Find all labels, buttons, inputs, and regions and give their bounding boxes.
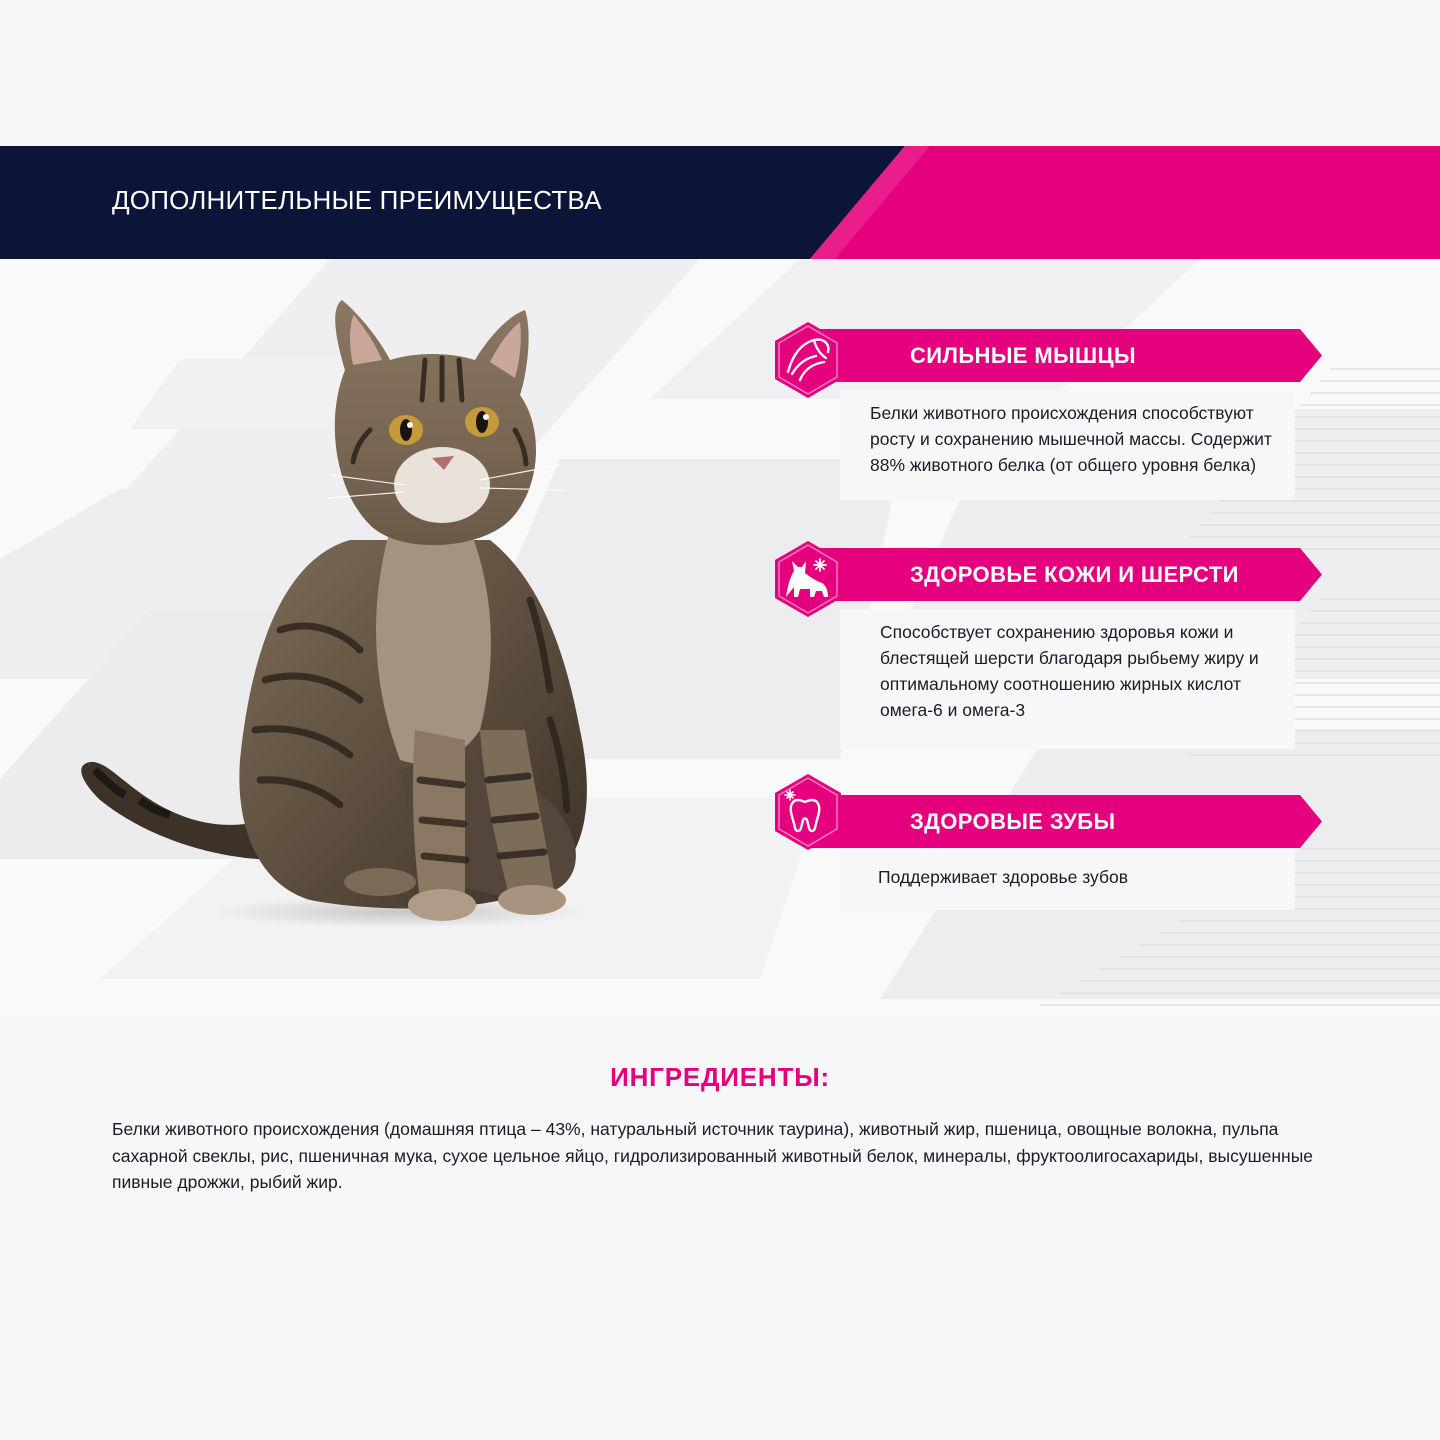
benefit-description: Способствует сохранению здоровья кожи и блестящей шерсти благодаря рыбьему жиру и оптимальному соотношению жирных кислот омега-6 и омега-3 bbox=[880, 622, 1259, 720]
benefit-teeth bbox=[770, 774, 1330, 914]
benefit-ribbon bbox=[810, 329, 1322, 382]
tooth-icon bbox=[770, 774, 846, 850]
cat-image bbox=[70, 300, 630, 940]
benefit-description: Поддерживает здоровье зубов bbox=[878, 867, 1129, 887]
benefit-description-box bbox=[840, 390, 1295, 500]
benefit-strong-muscles bbox=[770, 322, 1330, 502]
benefit-title: СИЛЬНЫЕ МЫШЦЫ bbox=[910, 343, 1136, 368]
benefit-description: Белки животного происхождения способствуют росту и сохранению мышечной массы. Содержит 88% животного белка (от общего уровня белка) bbox=[870, 403, 1272, 475]
benefit-ribbon bbox=[810, 548, 1322, 601]
benefit-title: ЗДОРОВЫЕ ЗУБЫ bbox=[910, 809, 1116, 834]
cat-coat-icon bbox=[770, 541, 846, 617]
muscle-icon bbox=[770, 322, 846, 398]
ingredients-title: ИНГРЕДИЕНТЫ: bbox=[610, 1062, 830, 1092]
benefit-title: ЗДОРОВЬЕ КОЖИ И ШЕРСТИ bbox=[910, 562, 1239, 587]
page-title: ДОПОЛНИТЕЛЬНЫЕ ПРЕИМУЩЕСТВА bbox=[112, 185, 602, 215]
benefit-ribbon bbox=[810, 795, 1322, 848]
benefit-description-box bbox=[840, 848, 1295, 910]
benefit-skin-coat bbox=[770, 541, 1330, 751]
benefit-description-box bbox=[840, 609, 1295, 749]
ingredients-text: Белки животного происхождения (домашняя птица – 43%, натуральный источник таурина), животный жир, пшеница, овощные волокна, пульпа сахарной свеклы, рис, пшеничная мука, сухое цельное яйцо, гидролизированный животный белок, минералы, фруктоолигосахариды, высушенные пивные дрожжи, рыбий жир. bbox=[112, 1119, 1314, 1192]
